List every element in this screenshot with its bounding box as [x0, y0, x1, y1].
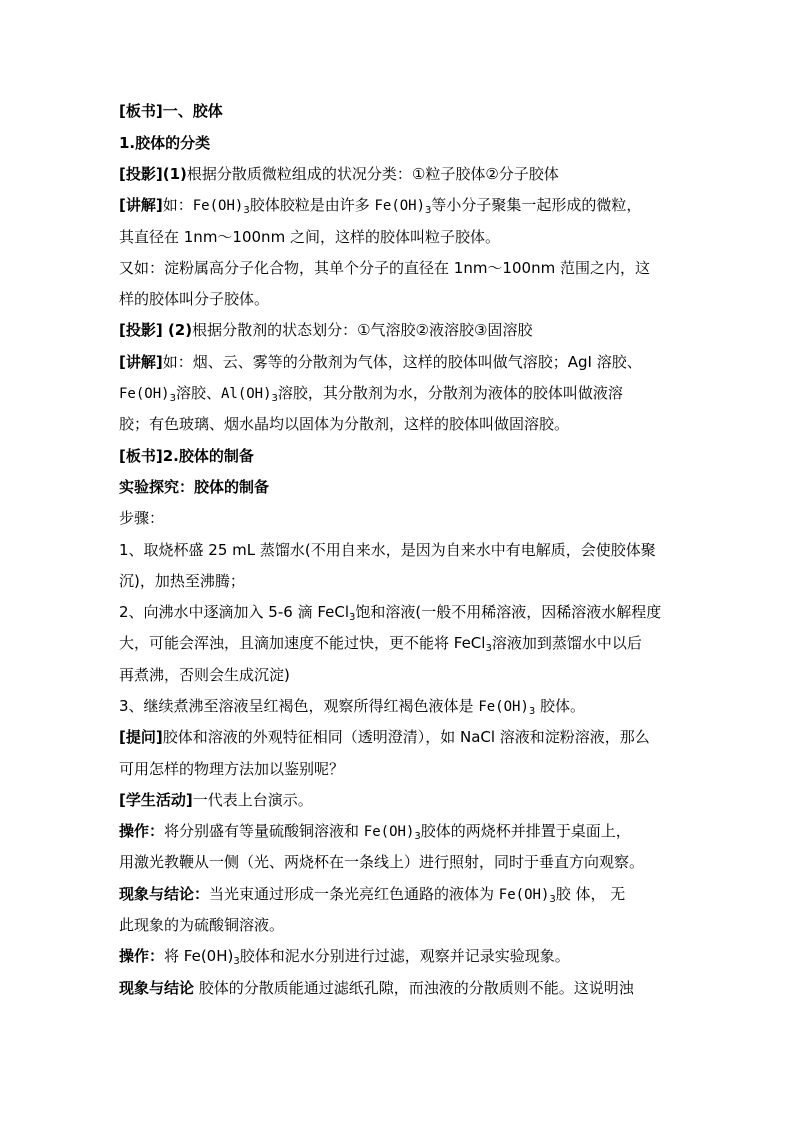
- subscript: 3: [169, 393, 176, 404]
- tag-explain: [讲解]: [119, 196, 163, 214]
- text: 胶 体， 无: [555, 885, 626, 903]
- paragraph-line: 其直径在 1nm～100nm 之间，这样的胶体叫粒子胶体。: [119, 228, 500, 246]
- step-2: [119, 602, 661, 628]
- formula: Al(OH): [220, 386, 272, 402]
- heading-classification: 1.胶体的分类: [119, 134, 211, 152]
- text: 当光束通过形成一条光亮红色通路的液体为: [209, 885, 499, 903]
- step-3: [119, 696, 585, 722]
- text: 饱和溶液(一般不用稀溶液，因稀溶液水解程度: [355, 603, 662, 621]
- line-board-colloid: [119, 101, 223, 121]
- tag-student-activity: [学生活动]: [119, 791, 193, 809]
- text: 溶液加到蒸馏水中以后: [491, 634, 642, 652]
- tag-question: [提问]: [119, 728, 163, 746]
- line-projection-1: [119, 164, 559, 184]
- line-projection-2: [119, 320, 532, 340]
- line-explain-2: [119, 352, 642, 372]
- text: 胶体和泥水分别进行过滤，观察并记录实验现象。: [239, 947, 570, 965]
- text: 如：: [162, 196, 193, 214]
- heading-experiment: 实验探究：胶体的制备: [119, 478, 270, 496]
- paragraph-line: 胶；有色玻璃、烟水晶均以固体为分散剂，这样的胶体叫做固溶胶。: [119, 415, 570, 433]
- paragraph-line: 此现象的为硫酸铜溶液。: [119, 916, 285, 934]
- text: 3、继续煮沸至溶液呈红褐色，观察所得红褐色液体是: [119, 697, 479, 715]
- item-number: (1): [162, 165, 187, 183]
- formula: Fe(OH): [119, 386, 170, 402]
- line-explain-1: [119, 195, 641, 221]
- paragraph-line: 再煮沸，否则会生成沉淀): [119, 666, 290, 684]
- text: 胶体和溶液的外观特征相同（透明澄清），如 NaCl 溶液和淀粉溶液，那么: [162, 728, 650, 746]
- tag-operation: 操作：: [119, 822, 165, 840]
- step-1: 1、取烧杯盛 25 mL 蒸馏水(不用自来水，是因为自来水中有电解质，会使胶体聚: [119, 541, 656, 559]
- subscript: 3: [425, 205, 432, 216]
- subscript: 3: [485, 643, 492, 654]
- text: 胶体的分散质能通过滤纸孔隙，而浊液的分散质则不能。这说明浊: [194, 979, 634, 997]
- subscript: 3: [528, 706, 536, 717]
- text: 胶体的两烧杯并排置于桌面上，: [420, 822, 631, 840]
- text: 将分别盛有等量硫酸铜溶液和: [164, 822, 364, 840]
- tag-projection: [投影]: [119, 321, 163, 339]
- text: 根据分散质微粒组成的状况分类：①粒子胶体②分子胶体: [186, 165, 559, 183]
- formula: Fe(OH): [498, 887, 550, 903]
- subscript: 3: [414, 831, 421, 842]
- subscript: 3: [243, 205, 250, 216]
- tag-board: [板书]: [119, 447, 163, 465]
- tag-operation: 操作：: [119, 947, 165, 965]
- tag-explain: [讲解]: [119, 353, 163, 371]
- text: 根据分散剂的状态划分：①气溶胶②液溶胶③固溶胶: [192, 321, 533, 339]
- formula: Fe(OH): [478, 699, 529, 715]
- text: 大，可能会浑浊，且滴加速度不能过快，更不能将 FeCl: [119, 634, 486, 652]
- tag-projection: [投影]: [119, 165, 163, 183]
- paragraph-line: [119, 633, 642, 659]
- line-result-1: [119, 884, 625, 910]
- steps-label: 步骤：: [119, 509, 165, 527]
- item-number: (2): [162, 321, 193, 339]
- line-board-preparation: [119, 446, 254, 466]
- subscript: 3: [271, 393, 278, 404]
- text: 如：烟、云、雾等的分散剂为气体，这样的胶体叫做气溶胶；AgI 溶胶、: [162, 353, 642, 371]
- line-operation-1: [119, 821, 631, 847]
- paragraph-line: [119, 383, 623, 409]
- heading-colloid: 一、胶体: [162, 102, 223, 120]
- tag-board: [板书]: [119, 102, 163, 120]
- subscript: 3: [349, 612, 356, 623]
- formula: Fe(OH): [374, 198, 426, 214]
- text: 2、向沸水中逐滴加入 5-6 滴 FeCl: [119, 603, 350, 621]
- text: 一代表上台演示。: [192, 791, 313, 809]
- text: 将 Fe(0H): [164, 947, 234, 965]
- paragraph-line: 用激光教鞭从一侧（光、两烧杯在一条线上）进行照射，同时于垂直方向观察。: [119, 853, 645, 871]
- text: 等小分子聚集一起形成的微粒，: [431, 196, 642, 214]
- tag-result: 现象与结论：: [119, 885, 210, 903]
- text: 胶体。: [535, 697, 586, 715]
- line-question: [119, 727, 650, 747]
- formula: Fe(OH): [363, 824, 415, 840]
- subscript: 3: [233, 956, 240, 967]
- heading-preparation: 2.胶体的制备: [162, 447, 254, 465]
- line-result-2: [119, 978, 634, 998]
- text: 溶胶，其分散剂为水，分散剂为液体的胶体叫做液溶: [277, 384, 623, 402]
- line-student-activity: [119, 790, 313, 810]
- paragraph-line: 沉)，加热至沸腾；: [119, 572, 245, 590]
- line-operation-2: [119, 946, 570, 972]
- subscript: 3: [549, 894, 556, 905]
- tag-result: 现象与结论: [119, 979, 195, 997]
- paragraph-line: 可用怎样的物理方法加以鉴别呢？: [119, 760, 345, 778]
- paragraph-line: 样的胶体叫分子胶体。: [119, 290, 270, 308]
- text: 胶体胶粒是由许多: [249, 196, 375, 214]
- formula: Fe(OH): [192, 198, 244, 214]
- paragraph-line: 又如：淀粉属高分子化合物，其单个分子的直径在 1nm～100nm 范围之内，这: [119, 259, 650, 277]
- text: 溶胶、: [175, 384, 221, 402]
